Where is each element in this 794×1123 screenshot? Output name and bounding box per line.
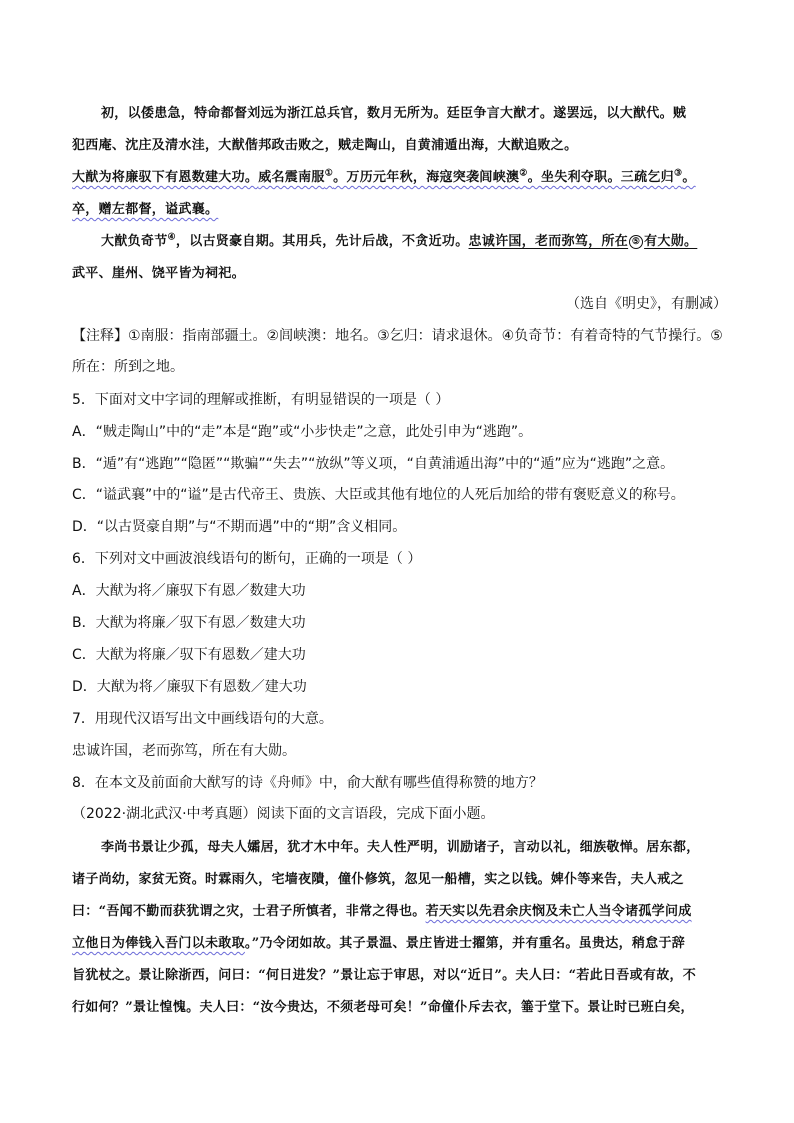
passage2-line: 李尚书景让少孤，母夫人孀居，犹才木中年。夫人性严明，训励诸子，言动以礼，细族敬惮。居东都， [101,840,700,855]
question-5-option-a: A．“贼走陶山”中的“走”本是“跑”或“小步快走”之意，此处引申为“逃跑”。 [72,424,533,440]
passage2-line: 旨犹杖之。景让除浙西，问曰：“何日进发？”景让忘于审思，对以“近日”。夫人曰：“若此日吾或有故，不 [72,968,697,983]
wavy-underlined-sentence: 若天实以先君余庆悯及未亡人当令诸孤学问成 [425,904,692,919]
question-6-option-c: C．大猷为将廉／驭下有恩数／建大功 [72,647,306,663]
question-8-stem: 8．在本文及前面俞大猷写的诗《舟师》中，俞大猷有哪些值得称赞的地方？ [72,775,543,791]
notes-line: 【注释】①南服：指南部疆土。②闾峡澳：地名。③乞归：请求退休。④负奇节：有着奇特的气节操行。⑤ [72,328,723,344]
source-citation: （选自《明史》，有删减） [566,296,727,312]
passage-line: 武平、崖州、饶平皆为祠祀。 [72,266,245,281]
question-6-stem: 6．下列对文中画波浪线语句的断句，正确的一项是（ ） [72,551,422,567]
section-intro: （2022·湖北武汉·中考真题）阅读下面的文言语段，完成下面小题。 [72,806,495,822]
wavy-underlined-text: 卒，赠左都督，谥武襄。 [72,202,219,217]
question-5-stem: 5．下面对文中字词的理解或推断，有明显错误的一项是（ ） [72,392,450,408]
question-6-option-a: A．大猷为将／廉驭下有恩／数建大功 [72,583,306,599]
question-5-option-b: B．“遁”有“逃跑”“隐匿”“欺骗”“失去”“放纵”等义项，“自黄浦遁出海”中的“遁”应为“逃跑”之意。 [72,456,675,472]
question-7-sentence: 忠诚许国，老而弥笃，所在有大勋。 [72,743,296,759]
passage2-line: 诸子尚幼，家贫无资。时霖雨久，宅墙夜隤，僮仆修筑，忽见一船槽，实之以钱。婢仆等来告，夫人戒之 [72,872,684,887]
wavy-underlined-sentence: 大猷为将廉驭下有恩数建大功。威名震南服①。万历元年秋，海寇突袭闾峡澳②。坐失利夺职。三疏乞归③。 [72,168,696,185]
question-6-option-d: D．大猷为将／廉驭下有恩数／建大功 [72,679,307,695]
question-6-option-b: B．大猷为将廉／驭下有恩／数建大功 [72,615,306,631]
circled-note-marker: ⑤ [629,235,643,249]
passage-line: 犯西庵、沈庄及清水洼，大猷偕邦政击败之，贼走陶山，自黄浦遁出海，大猷追败之。 [72,138,578,153]
wavy-underlined-sentence: 立他日为俸钱入吾门以未敢取 [72,936,245,951]
notes-line: 所在：所到之地。 [72,359,184,375]
passage2-line: 行如何？”景让惶愧。夫人曰：“汝今贵达，不须老母可矣！”命僮仆斥去衣，箠于堂下。景让时已班白矣， [72,1000,694,1015]
passage2-line: 曰：“吾闻不勤而获犹谓之灾，士君子所慎者，非常之得也。若天实以先君余庆悯及未亡人当令诸孤学问成 [72,904,692,919]
question-5-option-d: D．“以古贤豪自期”与“不期而遇”中的“期”含义相同。 [72,519,407,535]
passage2-line: 立他日为俸钱入吾门以未敢取。”乃令闭如故。其子景温、景庄皆进士擢第，并有重名。虽贵达，稍怠于辞 [72,936,686,951]
passage-line-wavy [72,166,696,185]
passage-line: 初，以倭患急，特命都督刘远为浙江总兵官，数月无所为。廷臣争言大猷才。遂罢远，以大猷代。贼 [101,106,687,121]
passage-line [72,198,218,217]
question-7-stem: 7．用现代汉语写出文中画线语句的大意。 [72,711,333,727]
passage-line: 大猷负奇节④，以古贤豪自期。其用兵，先计后战，不贪近功。忠诚许国，老而弥笃，所在 ⑤ 有大勋。 [101,232,698,249]
question-5-option-c: C．“谥武襄”中的“谥”是古代帝王、贵族、大臣或其他有地位的人死后加给的带有褒贬意义的称号。 [72,487,685,503]
underlined-sentence: 忠诚许国，老而弥笃，所在 ⑤ 有大勋。 [468,234,698,249]
